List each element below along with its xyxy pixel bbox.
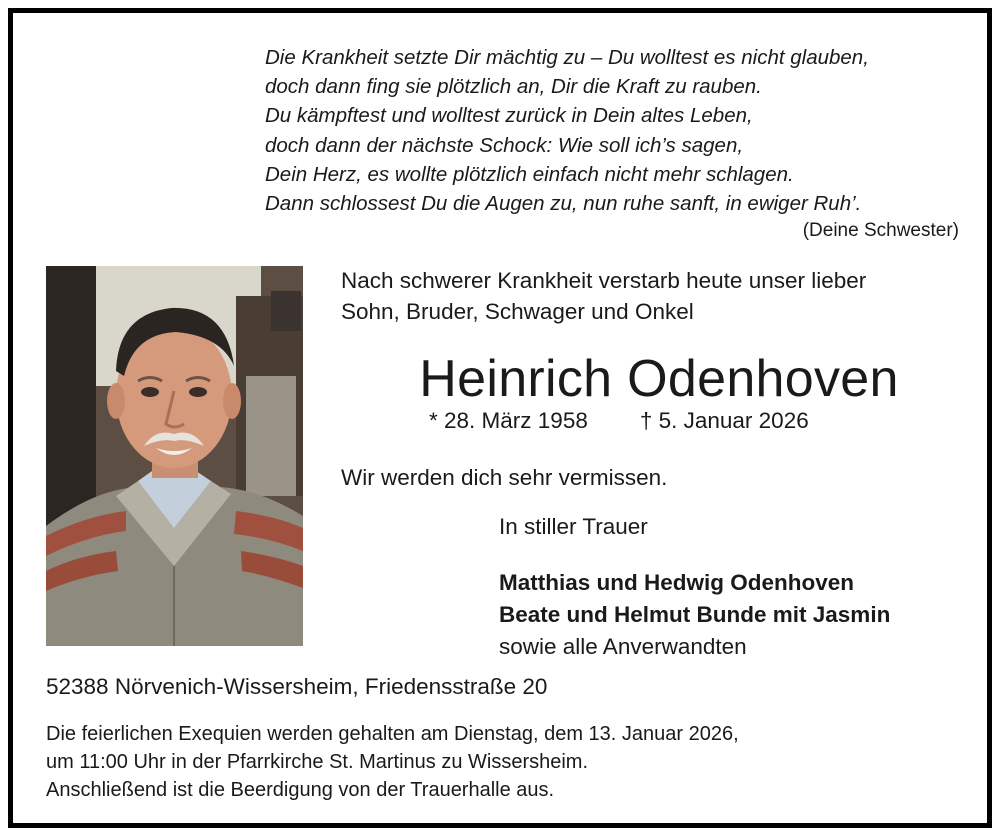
mourner-relatives: sowie alle Anverwandten xyxy=(499,634,747,659)
intro-line: Sohn, Bruder, Schwager und Onkel xyxy=(341,299,694,324)
poem-line: Dann schlossest Du die Augen zu, nun ruhe sanft, in ewiger Ruh’. xyxy=(265,192,862,216)
poem-line: Die Krankheit setzte Dir mächtig zu – Du wolltest es nicht glauben, xyxy=(265,46,869,69)
service-line: Anschließend ist die Beerdigung von der Trauerhalle aus. xyxy=(46,779,555,801)
portrait-photo xyxy=(46,266,303,646)
deceased-name: Heinrich Odenhoven xyxy=(419,350,899,408)
service-line: um 11:00 Uhr in der Pfarrkirche St. Martinus zu Wissersheim. xyxy=(46,751,589,773)
life-dates xyxy=(429,406,949,436)
family-address: 52388 Nörvenich-Wissersheim, Friedensstraße 20 xyxy=(46,674,548,699)
mourners-block xyxy=(499,511,979,663)
portrait-illustration xyxy=(46,266,303,646)
poem-line: doch dann der nächste Schock: Wie soll ich’s sagen, xyxy=(265,133,744,157)
service-line: Die feierlichen Exequien werden gehalten am Dienstag, dem 13. Januar 2026, xyxy=(46,723,739,745)
funeral-service-info xyxy=(46,720,976,804)
mourning-heading: In stiller Trauer xyxy=(499,514,648,539)
intro-line: Nach schwerer Krankheit verstarb heute unser lieber xyxy=(341,268,867,293)
farewell-message: Wir werden dich sehr vermissen. xyxy=(341,465,668,490)
obituary-frame xyxy=(8,8,992,828)
mourner-name: Matthias und Hedwig Odenhoven xyxy=(499,570,855,595)
poem-line: Du kämpftest und wolltest zurück in Dein altes Leben, xyxy=(265,104,753,128)
announcement-intro xyxy=(341,265,981,327)
death-date: † 5. Januar 2026 xyxy=(639,408,809,433)
mourner-name: Beate und Helmut Bunde mit Jasmin xyxy=(499,602,891,627)
birth-date: * 28. März 1958 xyxy=(429,408,588,433)
poem-signature: (Deine Schwester) xyxy=(802,220,959,242)
poem xyxy=(265,43,975,244)
poem-line: Dein Herz, es wollte plötzlich einfach nicht mehr schlagen. xyxy=(265,162,794,186)
poem-line: doch dann fing sie plötzlich an, Dir die Kraft zu rauben. xyxy=(265,75,762,99)
